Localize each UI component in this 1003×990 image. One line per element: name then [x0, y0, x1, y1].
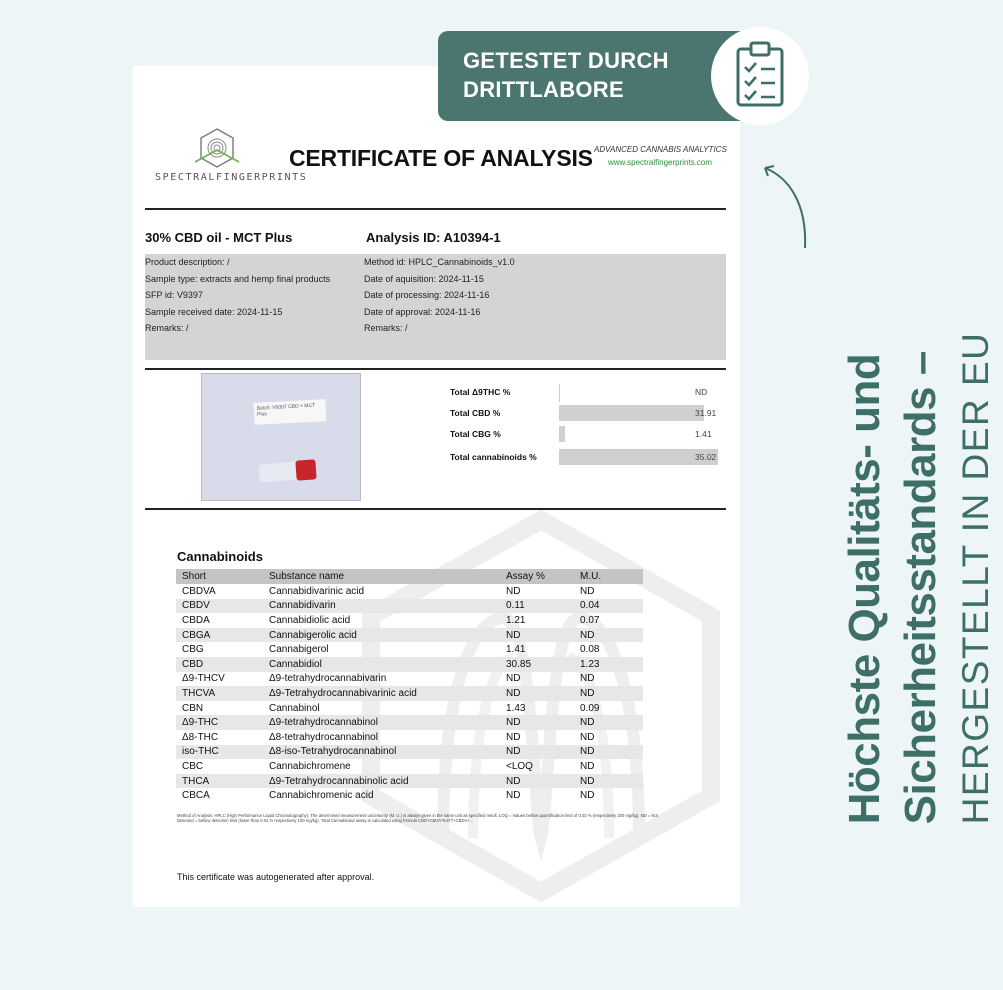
table-cell: Cannabigerolic acid	[263, 628, 500, 643]
table-cell: Cannabidiol	[263, 657, 500, 672]
table-row	[176, 759, 643, 774]
divider	[145, 508, 726, 510]
table-cell: 0.08	[580, 644, 600, 656]
sample-photo	[201, 373, 361, 501]
table-cell: ND	[574, 745, 643, 760]
table-row	[176, 774, 643, 789]
table-cell: ND	[506, 790, 521, 802]
sample-label-sticker	[253, 399, 326, 425]
table-cell: Δ9-tetrahydrocannabinol	[263, 715, 500, 730]
table-cell: CBDV	[176, 599, 263, 614]
table-row	[176, 686, 643, 701]
table-cell: Δ8-tetrahydrocannabinol	[269, 731, 378, 743]
cannabinoids-title: Cannabinoids	[177, 549, 263, 564]
table-row	[176, 672, 643, 687]
info-item: Product description: /	[145, 257, 230, 267]
slogan-line-3: HERGESTELLT IN DER EU	[955, 331, 996, 825]
table-cell: iso-THC	[176, 745, 263, 760]
info-item: Remarks: /	[364, 323, 408, 333]
table-cell: Δ9-tetrahydrocannabivarin	[269, 673, 387, 685]
table-cell: 1.23	[574, 657, 643, 672]
info-item: Sample type: extracts and hemp final products	[145, 273, 331, 284]
slogan-line-2: Sicherheitsstandards –	[896, 351, 945, 825]
table-cell: ND	[500, 686, 574, 701]
total-value: 35.02	[695, 452, 717, 462]
table-cell: Cannabidiolic acid	[269, 614, 351, 626]
table-cell: Δ8-THC	[182, 731, 219, 743]
table-cell: Δ9-Tetrahydrocannabivarinic acid	[263, 686, 500, 701]
total-label: Total CBG %	[450, 429, 501, 439]
total-label: Total Δ9THC %	[450, 387, 511, 397]
table-cell: Δ8-iso-Tetrahydrocannabinol	[263, 745, 500, 760]
info-item: Date of processing: 2024-11-16	[364, 290, 490, 300]
table-row	[176, 628, 643, 643]
table-row	[176, 745, 643, 760]
table-cell: CBG	[182, 644, 204, 656]
footer-note: This certificate was autogenerated after approval.	[177, 872, 375, 882]
info-item: Sample received date: 2024-11-15	[145, 306, 283, 317]
total-label: Total CBD %	[450, 408, 501, 418]
table-cell: <LOQ	[506, 760, 533, 772]
table-cell: 1.41	[506, 644, 526, 656]
table-cell: ND	[574, 686, 643, 701]
table-row	[176, 584, 643, 599]
table-cell: CBDVA	[182, 585, 216, 597]
analysis-id: Analysis ID: A10394-1	[366, 230, 501, 245]
info-item: Date of approval: 2024-11-16	[364, 306, 481, 317]
total-label: Total cannabinoids %	[450, 452, 537, 462]
table-cell: 0.11	[500, 599, 574, 614]
tagline: ADVANCED CANNABIS ANALYTICS	[594, 145, 727, 154]
table-row	[176, 730, 643, 745]
table-cell: ND	[506, 673, 521, 685]
vial-icon	[258, 462, 299, 483]
total-bar	[559, 405, 704, 421]
total-value: 1.41	[695, 429, 712, 439]
badge-icon-circle	[711, 27, 809, 125]
table-cell: 0.04	[574, 599, 643, 614]
logo-text: SPECTRALFINGERPRINTS	[155, 172, 308, 183]
table-cell: CBGA	[176, 628, 263, 643]
curved-arrow-icon	[755, 160, 815, 252]
sticker-text: Batch: V9397 CBD + MCT Plus	[256, 402, 316, 418]
table-cell: Δ9-THC	[176, 715, 263, 730]
sample-info-left	[145, 254, 330, 337]
vial-cap-icon	[295, 459, 316, 480]
column-header: Substance name	[263, 569, 500, 584]
table-cell: CBD	[176, 657, 263, 672]
info-item: SFP id: V9397	[145, 290, 203, 300]
table-cell: 1.43	[506, 702, 526, 714]
table-cell: CBN	[182, 702, 204, 714]
table-row	[176, 701, 643, 716]
sample-info-right	[364, 254, 515, 337]
column-header: Assay %	[500, 569, 574, 584]
website-link[interactable]: www.spectralfingerprints.com	[608, 158, 713, 167]
total-value: 31.91	[695, 408, 717, 418]
table-cell: ND	[574, 628, 643, 643]
table-row	[176, 642, 643, 657]
table-cell: ND	[500, 774, 574, 789]
table-cell: ND	[500, 715, 574, 730]
table-cell: ND	[580, 585, 595, 597]
totals-axis	[559, 384, 560, 402]
table-cell: CBCA	[182, 790, 210, 802]
divider	[145, 368, 726, 370]
info-item: Date of aquisition: 2024-11-15	[364, 273, 484, 284]
page-title: CERTIFICATE OF ANALYSIS	[289, 145, 593, 171]
table-cell: Cannabigerol	[269, 644, 329, 656]
table-cell: ND	[580, 790, 595, 802]
table-cell: ND	[580, 760, 595, 772]
product-name: 30% CBD oil - MCT Plus	[145, 230, 293, 245]
total-value: ND	[695, 387, 708, 397]
column-header: M.U.	[574, 569, 643, 584]
table-cell: 0.07	[580, 614, 600, 626]
table-cell: Cannabichromene	[269, 760, 351, 772]
table-cell: ND	[500, 628, 574, 643]
column-header: Short	[176, 569, 263, 584]
cannabinoids-table	[176, 569, 643, 803]
table-row	[176, 599, 643, 614]
table-cell: Cannabinol	[269, 702, 320, 714]
table-cell: 30.85	[500, 657, 574, 672]
slogan-line-1: Höchste Qualitäts- und	[840, 353, 889, 825]
clipboard-checklist-icon	[735, 41, 785, 109]
table-cell: 1.21	[506, 614, 526, 626]
table-row	[176, 788, 643, 803]
table-row	[176, 657, 643, 672]
table-cell: ND	[500, 745, 574, 760]
table-cell: CBC	[182, 760, 204, 772]
info-item: Method id: HPLC_Cannabinoids_v1.0	[364, 257, 515, 267]
table-cell: Cannabidivarinic acid	[269, 585, 365, 597]
info-item: Remarks: /	[145, 323, 189, 333]
method-note: Method of Analysis: HPLC (High Performance Liquid Chromatography). The determined measurement uncertainty (M. U.) is always given in the same unit as specified result. LOQ = Values bellow quantification limit of 0.02 % (respectively 200 mg/kg). ND = Not Detected = bellow detection limit (lower than 0.01 % respectively 100 mg/kg). Total Cannabinoid assay is calculated using formula CBD+CBDA*0.877+CBDV+...	[177, 813, 658, 823]
divider	[145, 208, 726, 210]
table-cell: ND	[506, 585, 521, 597]
table-cell: ND	[580, 673, 595, 685]
table-cell: ND	[580, 731, 595, 743]
badge-text: GETESTET DURCH DRITTLABORE	[463, 48, 669, 102]
table-cell: CBDA	[182, 614, 210, 626]
table-cell: ND	[506, 731, 521, 743]
table-cell: Cannabidivarin	[263, 599, 500, 614]
table-cell: Cannabichromenic acid	[269, 790, 374, 802]
table-cell: THCA	[176, 774, 263, 789]
table-header-row	[176, 569, 643, 584]
table-cell: Δ9-THCV	[182, 673, 225, 685]
table-cell: Δ9-Tetrahydrocannabinolic acid	[263, 774, 500, 789]
total-bar	[559, 426, 565, 442]
table-row	[176, 613, 643, 628]
table-cell: ND	[574, 774, 643, 789]
table-cell: ND	[574, 715, 643, 730]
table-cell: THCVA	[176, 686, 263, 701]
table-cell: 0.09	[580, 702, 600, 714]
table-row	[176, 715, 643, 730]
